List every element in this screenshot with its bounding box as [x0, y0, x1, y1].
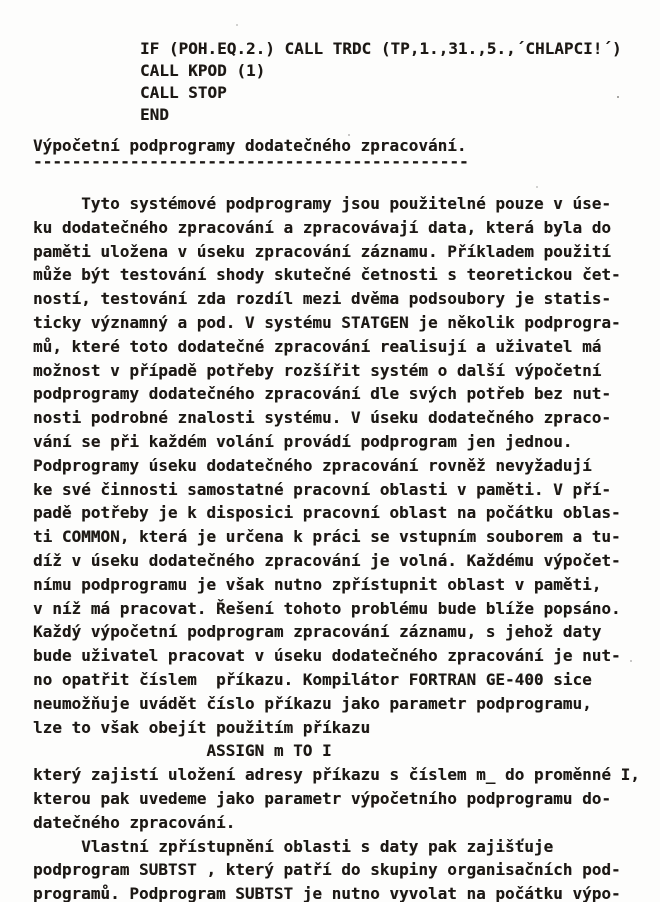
text-line: nosti podrobné znalosti systému. V úseku dodatečného zpraco-	[33, 408, 611, 428]
text-line: neumožňuje uvádět číslo příkazu jako parametr podprogramu,	[33, 693, 592, 713]
text-line: může být testování shody skutečné četnosti s teoretickou čet-	[33, 265, 621, 285]
text-line: ti COMMON, která je určena k práci se vstupním souborem a tu-	[33, 527, 621, 547]
text-line: mů, které toto dodatečné zpracování realisují a uživatel má	[33, 336, 602, 356]
text-line: padě potřeby je k disposici pracovní oblast na počátku oblas-	[33, 503, 621, 523]
scan-speckle	[282, 560, 284, 562]
text-line: ASSIGN m TO I	[33, 741, 332, 761]
section-heading: Výpočetní podprogramy dodatečného zpracování.	[33, 136, 467, 155]
fortran-code-block	[140, 38, 640, 126]
text-line: Tyto systémové podprogramy jsou použitelné pouze v úse-	[33, 194, 611, 213]
heading-underline: ---------------------------------------------	[33, 152, 469, 171]
text-line: no opatřit číslem příkazu. Kompilátor FORTRAN GE-400 sice	[33, 669, 592, 689]
scan-speckle	[630, 660, 632, 662]
scan-speckle	[236, 24, 238, 26]
text-line: který zajistí uložení adresy příkazu s číslem m̲ do proměnné I,	[33, 765, 640, 785]
text-line: ke své činnosti samostatné pracovní oblasti v paměti. V pří-	[33, 479, 611, 499]
text-line: díž v úseku dodatečného zpracování je volná. Každému výpočet-	[33, 550, 621, 570]
text-line: lze to však obejít použitím příkazu	[33, 717, 371, 737]
scan-speckle	[617, 96, 619, 98]
text-line: ností, testování zda rozdíl mezi dvěma podsoubory je statis-	[33, 289, 611, 309]
text-line: možnost v případě potřeby rozšířit systém o další výpočetní	[33, 360, 602, 380]
code-line: END	[140, 105, 169, 124]
text-line: Podprogramy úseku dodatečného zpracování rovněž nevyžadují	[33, 455, 592, 475]
scan-speckle	[348, 134, 350, 136]
text-line: podprogramy dodatečného zpracování dle svých potřeb bez nut-	[33, 384, 611, 404]
body-paragraphs	[33, 192, 640, 902]
text-line: Vlastní zpřístupnění oblasti s daty pak zajišťuje	[33, 836, 554, 856]
text-line: ticky významný a pod. V systému STATGEN je několik podprogra-	[33, 312, 621, 332]
code-line: CALL STOP	[140, 83, 227, 102]
text-line: ku dodatečného zpracování a zpracovávají data, která byla do	[33, 217, 611, 237]
text-line: programů. Podprogram SUBTST je nutno vyvolat na počátku výpo-	[33, 884, 621, 902]
text-line: kterou pak uvedeme jako parametr výpočetního podprogramu do-	[33, 788, 611, 808]
scan-speckle	[536, 186, 538, 188]
text-line: paměti uložena v úseku zpracování záznamu. Příkladem použití	[33, 241, 611, 261]
section-heading-block	[33, 136, 640, 171]
text-line: vání se při každém volání provádí podprogram jen jednou.	[33, 431, 573, 451]
code-line: CALL KPOD (1)	[140, 61, 266, 80]
text-line: v níž má pracovat. Řešení tohoto problému bude blíže popsáno.	[33, 598, 621, 618]
text-line: bude uživatel pracovat v úseku dodatečného zpracování je nut-	[33, 646, 621, 666]
text-line: Každý výpočetní podprogram zpracování záznamu, s jehož daty	[33, 622, 602, 642]
text-line: nímu podprogramu je však nutno zpřístupnit oblast v paměti,	[33, 574, 602, 594]
code-line: IF (POH.EQ.2.) CALL TRDC (TP,1.,31.,5.,´CHLAPCI!´)	[140, 39, 622, 58]
text-line: datečného zpracování.	[33, 812, 236, 832]
text-line: podprogram SUBTST , který patří do skupiny organisačních pod-	[33, 860, 621, 880]
